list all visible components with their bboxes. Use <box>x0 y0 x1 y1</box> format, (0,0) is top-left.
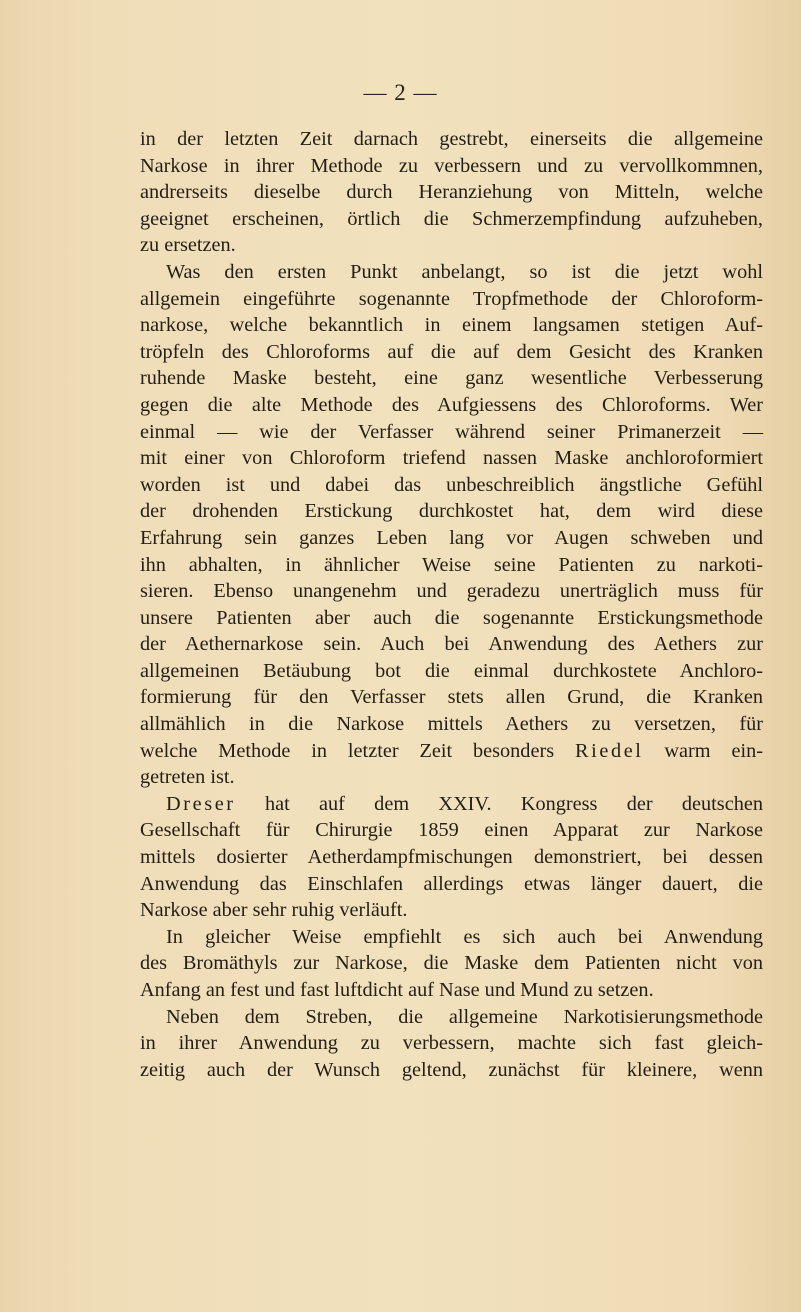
paragraph-3 <box>140 791 763 924</box>
paragraph-1 <box>140 126 763 259</box>
text-line: allgemein eingeführte sogenannte Tropfmethode der Chloroform- <box>140 287 763 310</box>
text-line <box>140 738 763 765</box>
text-line: ihn abhalten, in ähnlicher Weise seine Patienten zu narkoti- <box>140 553 763 576</box>
text-line: Narkose aber sehr ruhig verläuft. <box>140 899 408 922</box>
text-line: Narkose in ihrer Methode zu verbessern und zu vervollkommnen, <box>140 154 763 177</box>
body-text <box>140 126 763 1083</box>
author-name: Dreser <box>166 792 236 815</box>
paragraph-5 <box>140 1004 763 1084</box>
text-line: worden ist und dabei das unbeschreiblich ängstliche Gefühl <box>140 473 763 496</box>
text-line: in der letzten Zeit darnach gestrebt, einerseits die allgemeine <box>140 128 763 150</box>
text-line: zeitig auch der Wunsch geltend, zunächst für kleinere, wenn <box>140 1058 763 1081</box>
text-line: Was den ersten Punkt anbelangt, so ist die jetzt wohl <box>166 260 763 283</box>
text-line: mit einer von Chloroform triefend nassen Maske anchloroformiert <box>140 447 763 470</box>
text-line: Neben dem Streben, die allgemeine Narkotisierungsmethode <box>166 1005 763 1028</box>
text-line: der drohenden Erstickung durchkostet hat, dem wird diese <box>140 500 763 523</box>
text-line: des Bromäthyls zur Narkose, die Maske dem Patienten nicht von <box>140 952 763 975</box>
text-line: der Aethernarkose sein. Auch bei Anwendung des Aethers zur <box>140 633 763 656</box>
text-line: In gleicher Weise empfiehlt es sich auch bei Anwendung <box>166 925 763 948</box>
text-line: narkose, welche bekanntlich in einem langsamen stetigen Auf- <box>140 314 763 337</box>
paragraph-2 <box>140 259 763 791</box>
text-line: Gesellschaft für Chirurgie 1859 einen Apparat zur Narkose <box>140 819 763 842</box>
text-line: sieren. Ebenso unangenehm und geradezu unerträglich muss für <box>140 580 763 603</box>
text-line: Anwendung das Einschlafen allerdings etwas länger dauert, die <box>140 872 763 895</box>
text-line: allgemeinen Betäubung bot die einmal durchkostete Anchloro- <box>140 659 763 682</box>
text-line: getreten ist. <box>140 766 235 789</box>
paragraph-4 <box>140 924 763 1004</box>
text-line: einmal — wie der Verfasser während seiner Primanerzeit — <box>140 420 763 443</box>
text-line: andrerseits dieselbe durch Heranziehung von Mitteln, welche <box>140 181 763 204</box>
text-line: Erfahrung sein ganzes Leben lang vor Augen schweben und <box>140 526 763 549</box>
text-line: zu ersetzen. <box>140 234 236 257</box>
text-line: unsere Patienten aber auch die sogenannte Erstickungsmethode <box>140 606 763 629</box>
text-segment: hat auf dem XXIV. Kongress der deutschen <box>235 792 763 815</box>
text-line: Anfang an fest und fast luftdicht auf Nase und Mund zu setzen. <box>140 979 654 1001</box>
text-line: tröpfeln des Chloroforms auf die auf dem Gesicht des Kranken <box>140 340 763 363</box>
text-line: mittels dosierter Aetherdampfmischungen demonstriert, bei dessen <box>140 846 763 869</box>
text-line: allmählich in die Narkose mittels Aethers zu versetzen, für <box>140 713 763 736</box>
text-line: in ihrer Anwendung zu verbessern, machte sich fast gleich- <box>140 1032 763 1055</box>
text-line <box>140 791 763 818</box>
text-line: formierung für den Verfasser stets allen Grund, die Kranken <box>140 686 763 709</box>
page-number: — 2 — <box>363 80 438 105</box>
text-line: geeignet erscheinen, örtlich die Schmerzempfindung aufzuheben, <box>140 207 763 230</box>
text-segment: welche Methode in letzter Zeit besonders <box>140 739 575 762</box>
text-segment: warm ein- <box>643 739 763 762</box>
author-name: Riedel <box>574 739 644 762</box>
text-line: ruhende Maske besteht, eine ganz wesentliche Verbesserung <box>140 367 763 390</box>
text-line: gegen die alte Methode des Aufgiessens des Chloroforms. Wer <box>140 393 763 416</box>
